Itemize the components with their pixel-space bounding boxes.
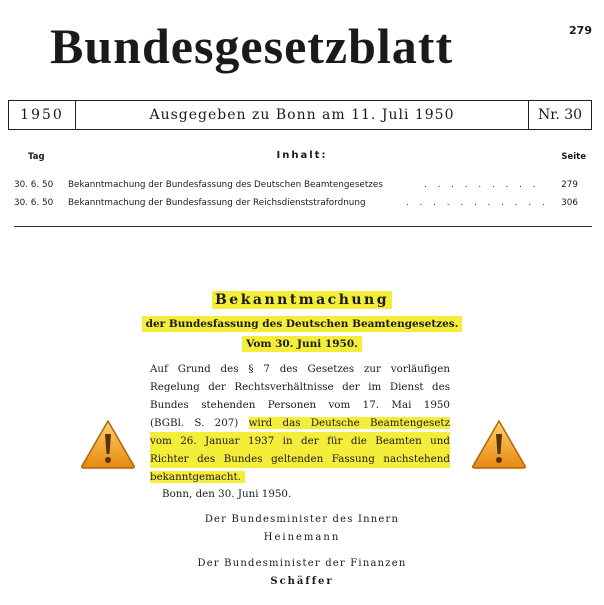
issue-year: 1950	[9, 101, 76, 129]
masthead-title: Bundesgesetzblatt	[50, 18, 454, 74]
body-line-part: (BGBl. S. 207)	[150, 417, 249, 429]
notice-heading: Bekanntmachung	[0, 292, 604, 308]
issue-date: Ausgegeben zu Bonn am 11. Juli 1950	[149, 107, 455, 123]
body-line: Bundes stehenden Personen vom 17. Mai 1950	[150, 399, 450, 411]
warning-icon	[79, 418, 137, 470]
divider	[14, 226, 592, 227]
toc-entry-page: 306	[561, 198, 578, 208]
signature-role: Der Bundesminister des Innern	[204, 514, 400, 525]
body-line	[150, 414, 450, 432]
toc-leader-dots: . . . . . . . . . . .	[406, 198, 549, 208]
toc-leader-dots: . . . . . . . . .	[424, 180, 540, 190]
signature-name: Schäffer	[270, 576, 334, 587]
warning-icon	[470, 418, 528, 470]
place-date: Bonn, den 30. Juni 1950.	[162, 488, 292, 500]
body-line: Auf Grund des § 7 des Gesetzes zur vorläufigen	[150, 363, 450, 375]
toc-header-title: Inhalt:	[276, 150, 328, 161]
highlighted-text: wird das Deutsche Beamtengesetz	[248, 417, 450, 429]
body-line-highlighted: vom 26. Januar 1937 in der für die Beamten und	[150, 432, 450, 450]
notice-subtitle: der Bundesfassung des Deutschen Beamtengesetzes.	[0, 318, 604, 330]
toc-entry-title: Bekanntmachung der Bundesfassung des Deutschen Beamtengesetzes	[68, 180, 383, 190]
body-line-highlighted: Richter des Bundes geltenden Fassung nachstehend	[150, 450, 450, 468]
body-line-highlighted: bekanntgemacht.	[150, 468, 245, 486]
signature-name: Heinemann	[263, 532, 341, 543]
toc-entry[interactable]	[0, 198, 604, 212]
toc-header-date: Tag	[28, 152, 45, 162]
toc-header-page: Seite	[561, 152, 586, 162]
notice-date: Vom 30. Juni 1950.	[0, 338, 604, 350]
issue-bar	[8, 100, 592, 130]
toc-entry-title: Bekanntmachung der Bundesfassung der Reichsdienststrafordnung	[68, 198, 366, 208]
signature-role: Der Bundesminister der Finanzen	[197, 558, 407, 569]
toc-entry[interactable]	[0, 180, 604, 194]
toc-entry-page: 279	[561, 180, 578, 190]
page-number: 279	[569, 24, 592, 37]
toc-entry-date: 30. 6. 50	[14, 180, 54, 190]
issue-number: Nr. 30	[528, 101, 591, 129]
body-line: Regelung der Rechtsverhältnisse der im Dienst des	[150, 381, 450, 393]
toc-entry-date: 30. 6. 50	[14, 198, 54, 208]
